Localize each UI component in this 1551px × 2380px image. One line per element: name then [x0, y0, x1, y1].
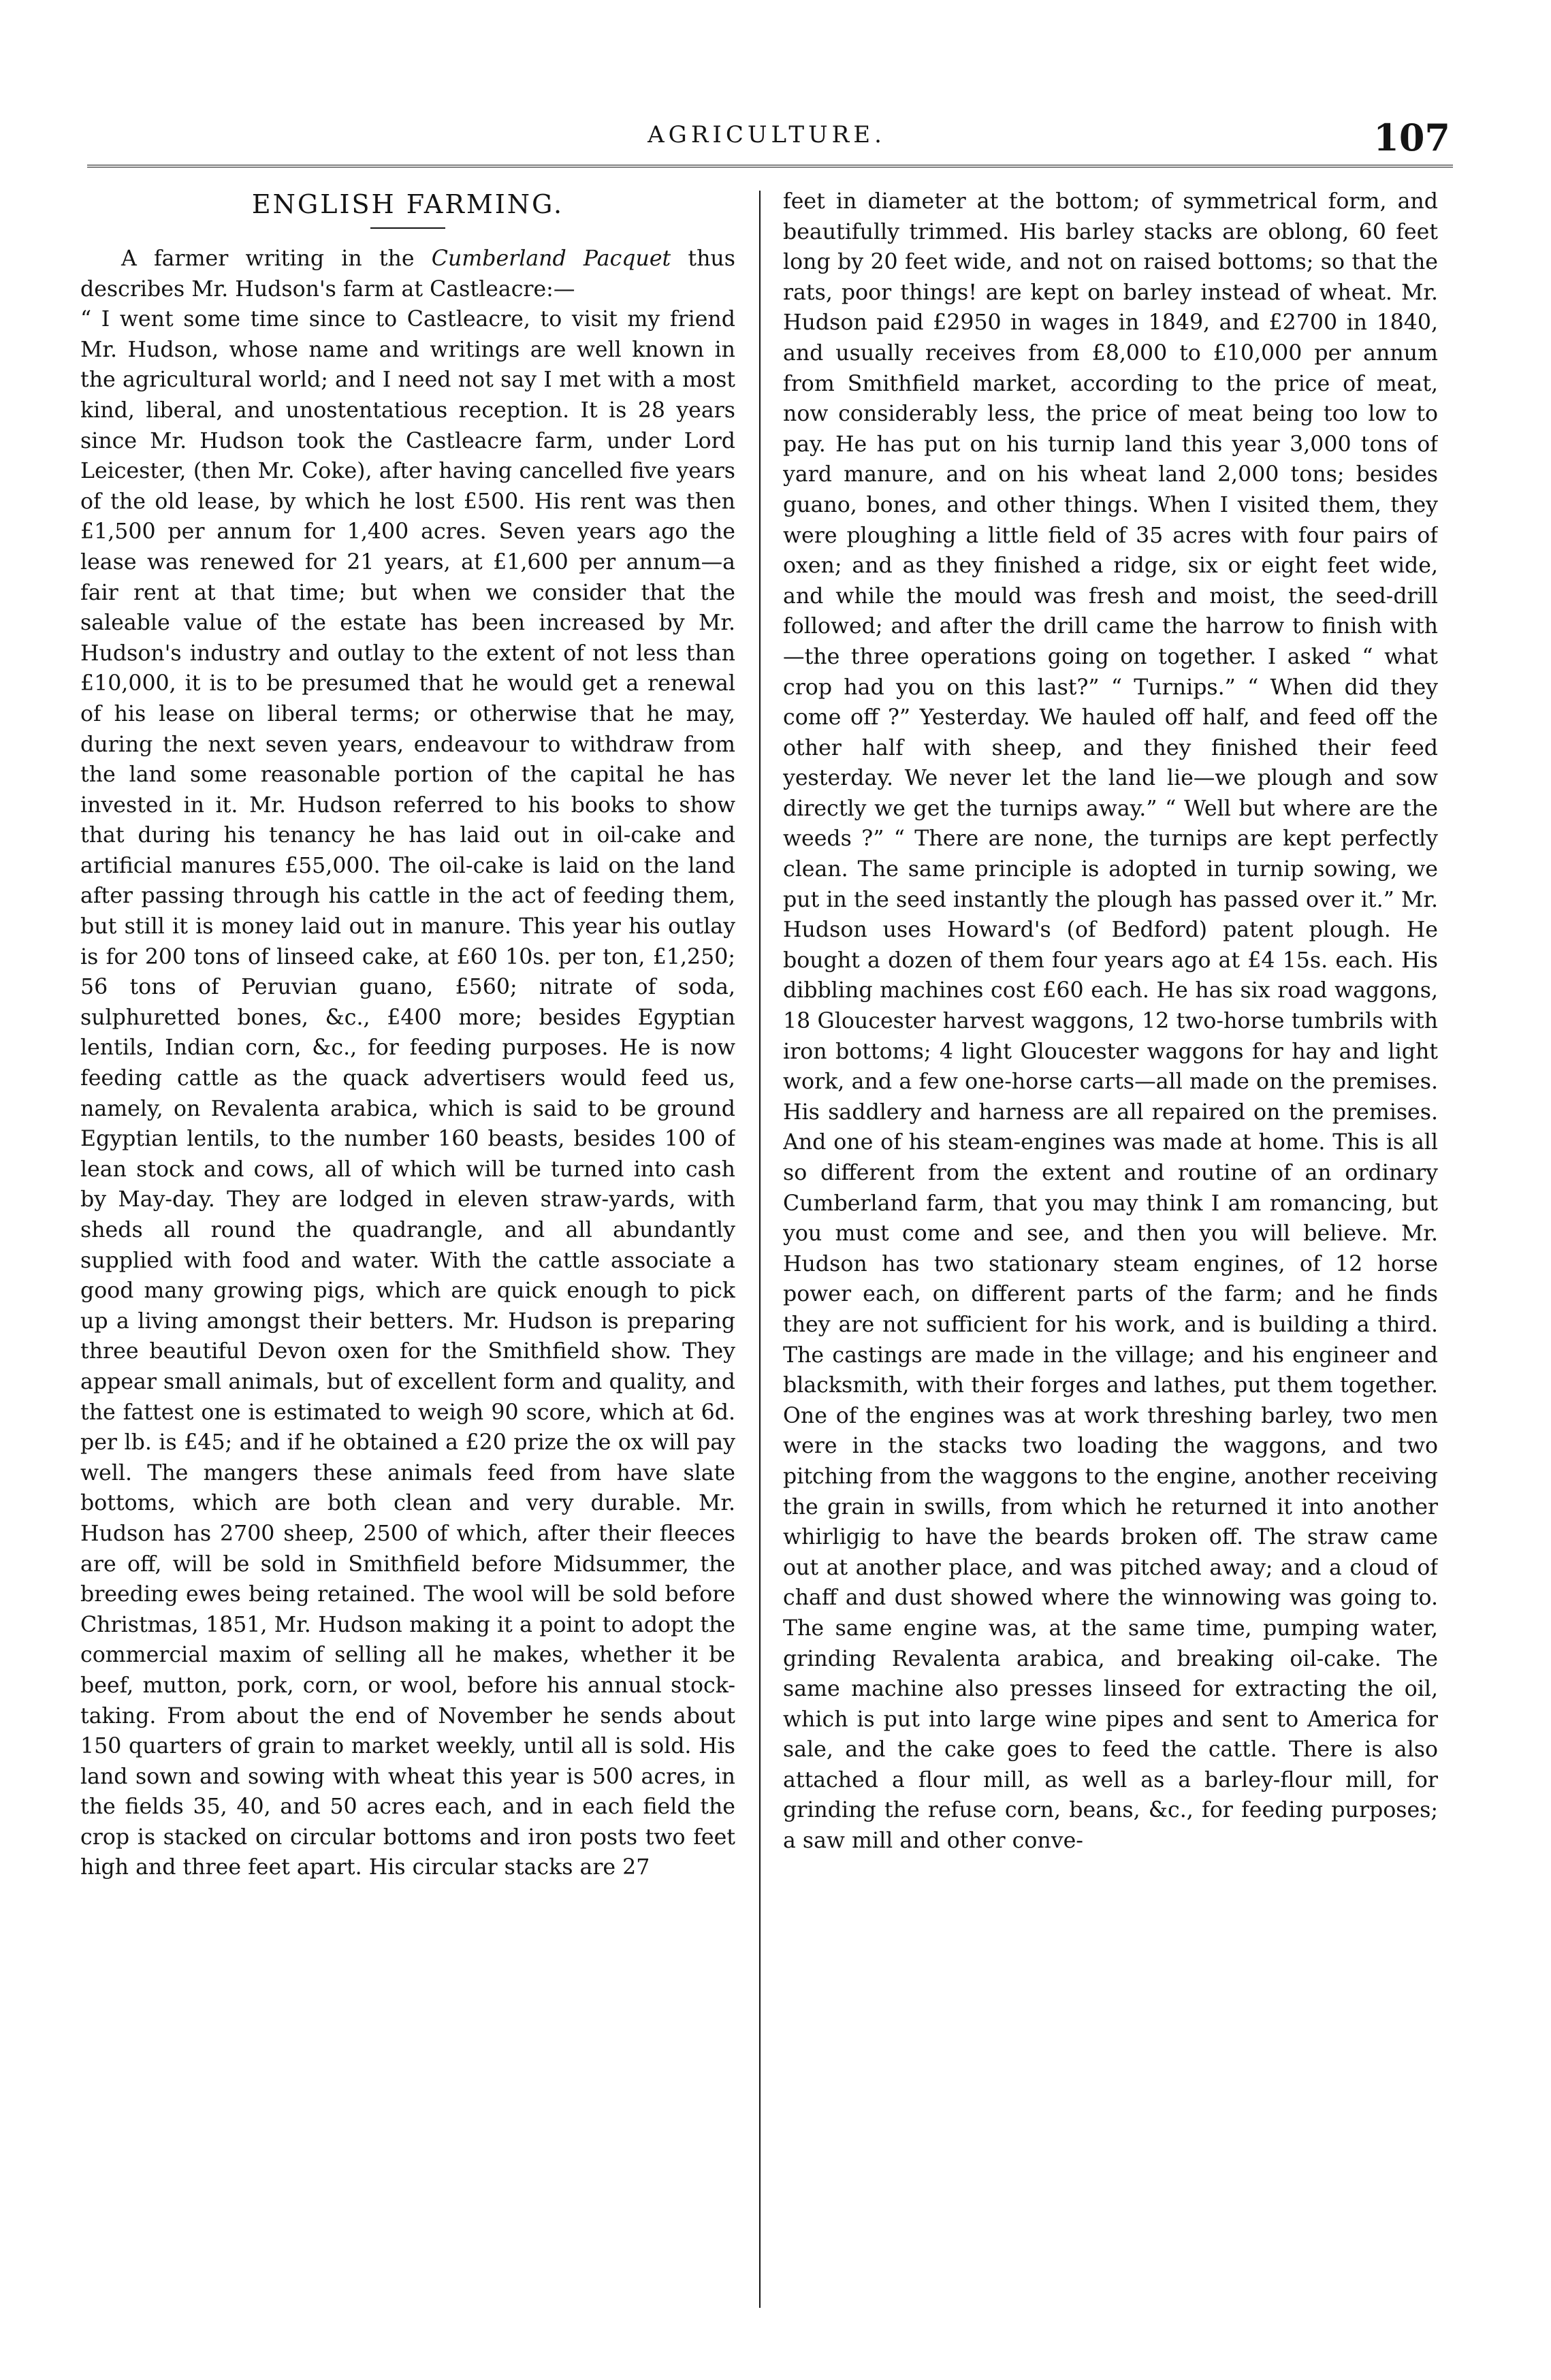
intro-before: A farmer writing in the [121, 246, 432, 271]
intro-after: thus describes Mr. Hudson's farm at Castleacre:— [80, 246, 735, 302]
intro-paragraph [80, 244, 735, 304]
right-body-text: feet in diameter at the bottom; of symmetrical form, and beautifully trimmed. His barley stacks are oblong, 60 feet long by 20 feet wide, and not on raised bottoms; so that the rats, poor things! are kept on barley instead of wheat. Mr. Hudson paid £2950 in wages in 1849, and £2700 in 1840, and usually receives from £8,000 to £10,000 per annum from Smithfield market, according to the price of meat, now considerably less, the price of meat being too low to pay. He has put on his turnip land this year 3,000 tons of yard manure, and on his wheat land 2,000 tons; besides guano, bones, and other things. When I visited them, they were ploughing a little field of 35 acres with four pairs of oxen; and as they finished a ridge, six or eight feet wide, and while the mould was fresh and moist, the seed-drill followed; and after the drill came the harrow to finish with—the three operations going on together. I asked “ what crop had you on this last?” “ Turnips.” “ When did they come off ?” Yesterday. We hauled off half, and feed off the other half with sheep, and they finished their feed yesterday. We never let the land lie—we plough and sow directly we get the turnips away.” “ Well but where are the weeds ?” “ There are none, the turnips are kept perfectly clean. The same principle is adopted in turnip sowing, we put in the seed instantly the plough has passed over it.” Mr. Hudson uses Howard's (of Bedford) patent plough. He bought a dozen of them four years ago at £4 15s. each. His dibbling machines cost £60 each. He has six road waggons, 18 Gloucester harvest waggons, 12 two-horse tumbrils with iron bottoms; 4 light Gloucester waggons for hay and light work, and a few one-horse carts—all made on the premises. His saddlery and harness are all repaired on the premises. And one of his steam-engines was made at home. This is all so different from the extent and routine of an ordinary Cumberland farm, that you may think I am romancing, but you must come and see, and then you will believe. Mr. Hudson has two stationary steam engines, of 12 horse power each, on different parts of the farm; and he finds they are not sufficient for his work, and is building a third. The castings are made in the village; and his engineer and blacksmith, with their forges and lathes, put them together. One of the engines was at work threshing barley, two men were in the stacks two loading the waggons, and two pitching from the waggons to the engine, another receiving the grain in swills, from which he returned it into another whirligig to have the beards broken off. The straw came out at another place, and was pitched away; and a cloud of chaff and dust showed where the winnowing was going to. The same engine was, at the same time, pumping water, grinding Revalenta arabica, and breaking oil-cake. The same machine also presses linseed for extracting the oil, which is put into large wine pipes and sent to America for sale, and the cake goes to feed the cattle. There is also attached a flour mill, as well as a barley-flour mill, for grinding the refuse corn, beans, &c., for feeding purposes; a saw mill and other conve- [783, 189, 1438, 1854]
left-body-text: “ I went some time since to Castleacre, to visit my friend Mr. Hudson, whose name and writings are well known in the agricultural world; and I need not say I met with a most kind, liberal, and unostentatious reception. It is 28 years since Mr. Hudson took the Castleacre farm, under Lord Leicester, (then Mr. Coke), after having cancelled five years of the old lease, by which he lost £500. His rent was then £1,500 per annum for 1,400 acres. Seven years ago the lease was renewed for 21 years, at £1,600 per annum—a fair rent at that time; but when we consider that the saleable value of the estate has been increased by Mr. Hudson's industry and outlay to the extent of not less than £10,000, it is to be presumed that he would get a renewal of his lease on liberal terms; or otherwise that he may, during the next seven years, endeavour to withdraw from the land some reasonable portion of the capital he has invested in it. Mr. Hudson referred to his books to show that during his tenancy he has laid out in oil-cake and artificial manures £55,000. The oil-cake is laid on the land after passing through his cattle in the act of feeding them, but still it is money laid out in manure. This year his outlay is for 200 tons of linseed cake, at £60 10s. per ton, £1,250; 56 tons of Peruvian guano, £560; nitrate of soda, sulphuretted bones, &c., £400 more; besides Egyptian lentils, Indian corn, &c., for feeding purposes. He is now feeding cattle as the quack advertisers would feed us, namely, on Revalenta arabica, which is said to be ground Egyptian lentils, to the number 160 beasts, besides 100 of lean stock and cows, all of which will be turned into cash by May-day. They are lodged in eleven straw-yards, with sheds all round the quadrangle, and all abundantly supplied with food and water. With the cattle associate a good many growing pigs, which are quick enough to pick up a living amongst their betters. Mr. Hudson is preparing three beautiful Devon oxen for the Smithfield show. They appear small animals, but of excellent form and quality, and the fattest one is estimated to weigh 90 score, which at 6d. per lb. is £45; and if he obtained a £20 prize the ox will pay well. The mangers these animals feed from have slate bottoms, which are both clean and very durable. Mr. Hudson has 2700 sheep, 2500 of which, after their fleeces are off, will be sold in Smithfield before Midsummer, the breeding ewes being retained. The wool will be sold before Christmas, 1851, Mr. Hudson making it a point to adopt the commercial maxim of selling all he makes, whether it be beef, mutton, pork, corn, or wool, before his annual stock-taking. From about the end of November he sends about 150 quarters of grain to market weekly, until all is sold. His land sown and sowing with wheat this year is 500 acres, in the fields 35, 40, and 50 acres each, and in each field the crop is stacked on circular bottoms and iron posts two feet high and three feet apart. His circular stacks are 27 [80, 307, 735, 1880]
left-column [80, 187, 735, 2311]
article-title: ENGLISH FARMING. [251, 189, 564, 219]
title-dash [370, 227, 445, 229]
running-title: AGRICULTURE. [647, 121, 886, 148]
header-rule [87, 165, 1453, 167]
page-number: 107 [1373, 116, 1450, 159]
right-column [783, 187, 1438, 2311]
running-header [80, 116, 1453, 163]
newspaper-page [80, 116, 1453, 2321]
source-name: Cumberland Pacquet [431, 246, 671, 271]
column-divider [759, 191, 761, 2308]
